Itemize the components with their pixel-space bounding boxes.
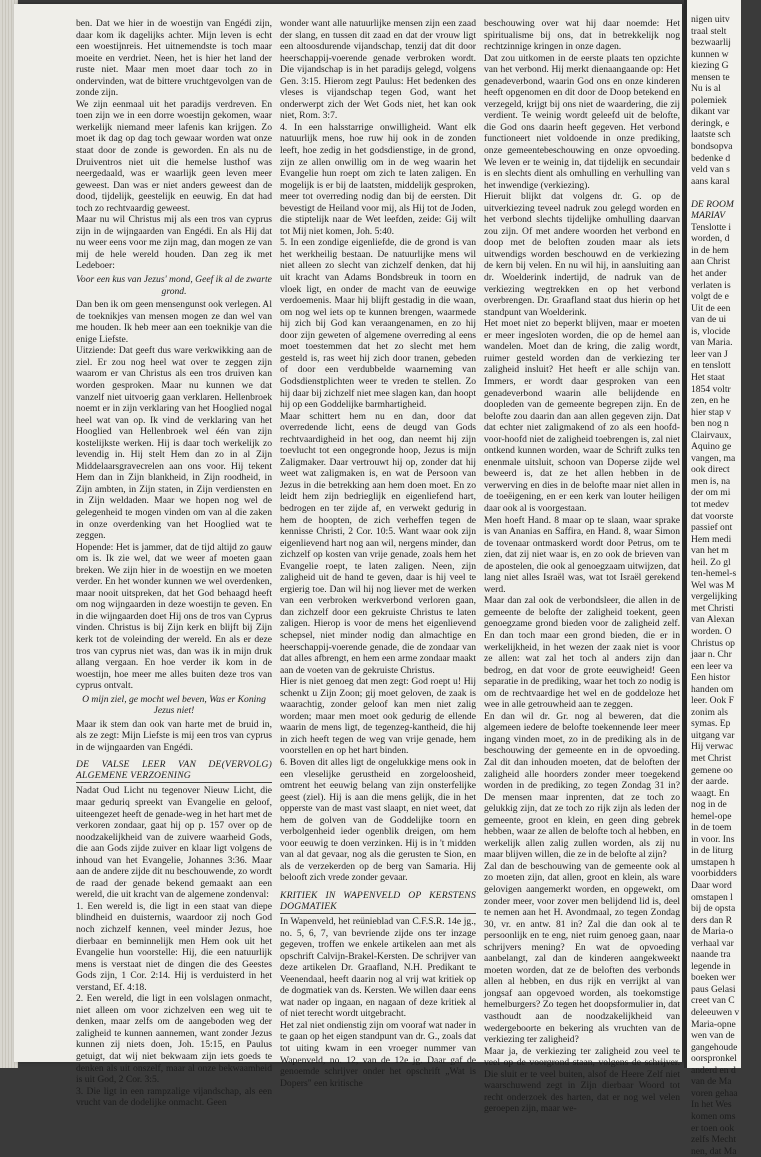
adjacent-page-line: traal stelt <box>691 25 727 37</box>
adjacent-page-line: DE ROOM <box>691 198 734 210</box>
adjacent-page-line: van Maria. <box>691 337 733 349</box>
section-heading-text: KRITIEK IN WAPENVELD OP KERSTENS DOGMATIEK <box>280 890 476 913</box>
adjacent-page-line: ben nog n <box>691 418 729 430</box>
continued-marker: (VERVOLG) <box>221 759 272 771</box>
adjacent-page-line: nigen uitv <box>691 14 730 25</box>
heading-rule <box>76 782 272 783</box>
adjacent-page-line <box>691 187 761 199</box>
adjacent-page-line: anderd en d <box>691 1064 736 1076</box>
paragraph: Uitziende: Dat geeft dus ware verkwikking aan de ziel. Er zou nog heel wat over te zeggen zijn waarom er van Christus als een tros druiven kan worden gesproken. Maar nu kunnen we dat vanzelf niet uitvoerig gaan verklaren. Hellenbroek noemt er in zijn verklaring van het Hooglied nogal heel wat van op. Ik vind de verklaring van het Hooglied van Hellenbroek wel één van zijn kostelijkste werken. Hij is daar toch werkelijk zo levendig in. Hij stelt Hem dan zo in al Zijn Middelaarsgravecrelen aan ons voor. Hij tekent Hem dan in Zijn blankheid, in Zijn roodheid, in Zijn ambten, in Zijn staten, in Zijn verdiensten en in Zijn weldaden. Maar we hopen nog wel de gelegenheid te mogen vinden om van al die zaken in onze overdenking van het Hooglied wat te zeggen. <box>76 345 272 542</box>
adjacent-page-line: tot medev <box>691 498 730 510</box>
adjacent-page-line: waagt. En <box>691 787 730 799</box>
adjacent-page-fragment <box>684 0 741 1157</box>
paragraph: 5. In een zondige eigenliefde, die de grond is van het werkheilig bestaan. De natuurlijke mens wil niet alleen zo slecht van zichzelf denken, dat hij uit kracht van Adams Bondsbreuk in toorn en vloek ligt, en onder de macht van de eeuwige verdoemenis. Maar hij blijft gestadig in die waan, om nog wel iets op te kunnen brengen, waarmede hij zich bij God kan veraangenamen, en zo hij door zijn geweten of algemene overreding al eens moet toestemmen dat het zo slecht met hem gesteld is, ras weet hij zich door tranen, gebeden of door een verdubbelde waarneming van Godsdienstplichten weer te vreden te stellen. Zo hij daar bij zichzelf niet mee slagen kan, dan hoopt hij op een Goddelijke barmhartigheid. <box>280 237 476 411</box>
adjacent-page-line: handen om <box>691 683 734 695</box>
paragraph: Maar ja, de verkiezing ter zaligheid zou veel te veel op de voorgrond staan, volgens de schrijver. Die sluit er te veel buiten, alsof de Heere Zelf niet waarschuwend zegt in Zijn dierbaar Woord tot recht onderzoek des harten, dat er nog wel velen geroepen zijn, maar we- <box>484 1045 680 1115</box>
adjacent-page-line: umstapen h <box>691 856 735 868</box>
adjacent-page-line: boeken wer <box>691 972 736 984</box>
adjacent-page-line: Hij verwac <box>691 741 734 753</box>
adjacent-page-line: men is, na <box>691 475 731 487</box>
adjacent-page-line: Het staat <box>691 371 725 383</box>
adjacent-page-line: Aquino ge <box>691 441 732 453</box>
verse-quote: Voor een kus van Jezus' mond, Geef ik al de zwarte grond. <box>76 274 272 297</box>
adjacent-page-line: vergelijking <box>691 591 738 603</box>
adjacent-page-line: paus Gelasi <box>691 983 736 995</box>
adjacent-page-line: verhaal var <box>691 937 734 949</box>
adjacent-page-line: gemene oo <box>691 764 733 776</box>
adjacent-page-line: verlaten is <box>691 279 731 291</box>
paragraph: Hieruit blijkt dat volgens dr. G. op de uitverkiezing teveel nadruk zou gelegd worden en het verbond slechts tijdelijke omhulling daarvan zou zijn. Of met andere woorden het verbond en doop met de beloften zouden maar als iets uitwendigs worden beschouwd en de verkiezing de kern bij velen. En nu wil hij, in aansluiting aan dr. Woelderink indertijd, de nadruk van de verkiezing wegtrekken en op het verbond overbrengen. Dr. Graafland staat dus hierin op het standpunt van Woelderink. <box>484 191 680 318</box>
paragraph: beschouwing over wat hij daar noemde: Het spiritualisme bij ons, dat in betrekkelijk nog rechtzinnige kringen in onze dagen. <box>484 18 680 53</box>
adjacent-page-line: de Maria-o <box>691 926 734 938</box>
adjacent-page-line: kiezing G <box>691 60 729 72</box>
adjacent-page-line: zelfs Mecht <box>691 1134 737 1146</box>
adjacent-page-line: oorspronkel <box>691 1053 737 1065</box>
paragraph: Dat zou uitkomen in de eerste plaats ten opzichte van het verbond. Hij merkt dienaangaande op: Het genadeverbond, waarin God ons en onze kinderen heeft opgenomen en dit door de Doop betekend en verzegeld, krijgt bij ons niet de waardering, die zij verdient. Te weinig wordt geleefd uit de belofte, die God ons daarin heeft gegeven. Het verbond functioneert niet voldoende in onze prediking, onze gemeentebeschouwing en onze opvoeding. We leven er te weinig in, dat tijdelijk en secundair is en slechts dient als omhulling en verhulling van het inwendige (verkiezing). <box>484 52 680 191</box>
adjacent-page-line: gangehoude <box>691 1041 738 1053</box>
adjacent-page-line: dikant var <box>691 106 730 118</box>
adjacent-page-line: creet van C <box>691 995 735 1007</box>
paragraph: In Wapenveld, het reünieblad van C.F.S.R. 14e jg., no. 5, 6, 7, van bevriende zijde ons ter inzage gegeven, troffen we enkele artikelen aan met als opschrift Calvijn-Brakel-Kersten. De schrijver van deze artikelen Dr. Graafland, N.H. Predikant te Veenendaal, heeft daarin nog al vrij wat kritiek op de dogmatiek van ds. Kersten. We willen daar eens wat nader op ingaan, en nagaan of deze kritiek al of niet terecht wordt uitgebracht. <box>280 916 476 1020</box>
adjacent-page-line: polemiek <box>691 94 727 106</box>
adjacent-page-line: mensen te <box>691 71 730 83</box>
adjacent-page-line: Wel was M <box>691 579 735 591</box>
paragraph: Men hoeft Hand. 8 maar op te slaan, waar sprake is van Ananias en Saffira, en Hand. 8, waar Simon de tovenaar ontmaskerd wordt door Petrus, om te zien, dat zij niet waar is, en zo ook de brieven van de apostelen, die ook al genoegzaam uitwijzen, dat lang niet alles Israël was, wat tot Israël gerekend werd. <box>484 514 680 595</box>
adjacent-page-line: in de liturg <box>691 845 733 857</box>
adjacent-page-line: Christus op <box>691 637 735 649</box>
adjacent-page-line: van Alexan <box>691 614 735 626</box>
adjacent-page-line: bezwaarlij <box>691 37 731 49</box>
adjacent-page-line: in voor. Ins <box>691 833 735 845</box>
paragraph: ben. Dat we hier in de woestijn van Engédi zijn, daar kom ik dagelijks achter. Mijn leven is echt een woestijnreis. Het uitnemendste is toch maar moeite en verdriet. Neen, het is hier het land der ruste niet. Maar men moet daar toch zo in ondervinden, wat de bittere vruchtgevolgen van de zonde zijn. <box>76 18 272 99</box>
adjacent-page-line: worden. O <box>691 625 732 637</box>
paragraph: Het zal niet ondienstig zijn om vooraf wat nader in te gaan op het eigen standpunt van dr. G., zoals dat tot uiting kwam in een vroeger nummer van Wapenveld, no. 12, van de 12e jg. Daar gaf de genoemde schrijver onder het opschrift „Wat is Dopers" een kritische <box>280 1019 476 1089</box>
adjacent-page-line: in de toem <box>691 822 732 834</box>
adjacent-page-line: van het m <box>691 545 729 557</box>
paragraph: Hopende: Het is jammer, dat de tijd altijd zo gauw om is. Ik zie wel, dat we weer af moeten gaan breken. We zijn hier in de woestijn en we moeten verder. En het wonder kunnen we wel overdenken, maar nooit uitspreken, dat het God behaagd heeft om nog wijngaarden in deze woestijn te geven. En in die wijngaarden doet Hij ons de tros van Cyprus vinden. Christus is bij Zijn kerk en blijft bij Zijn kerk tot de voleinding der wereld. En als er deze tros van cyprus niet was, dan was ik in mijn druk allang vergaan. En hoe verder ik kom in de woestijn, hoe meer me alles buiten deze tros van cyprus ontvalt. <box>76 541 272 692</box>
adjacent-page-line: deringk, e <box>691 117 730 129</box>
text-column-1 <box>76 18 272 1109</box>
paragraph: Het moet niet zo beperkt blijven, maar er moeten er meer ingesloten worden, die op de hemel aan wandelen. Moet dan de kring, die zalig wordt, ruimer gesteld worden dan de verkiezing ter zaligheid insluit? Het heeft er alle schijn van. Immers, er wordt daar gesproken van een genadeverbond waarin alle belijdende en doopleden van de gemeente begrepen zijn. En de belofte zou daarin dan aan allen gegeven zijn. Dat dat echter niet zaligmakend of zo als een hoofd-voor-hoofd niet de zaligheid toebrengen is, zal niet ontkend kunnen worden, waar de Schrift zulks ten enenmale uitsluit, schoon van Doperse zijde wel beweerd is, dat ze het allen hebben in de verwerving en dies in de belofte maar niet allen in de toeëigening, en er een kerk van louter heiligen daar ook al is voorgestaan. <box>484 318 680 514</box>
adjacent-page-line: MARIAV <box>691 210 726 222</box>
adjacent-page-column <box>691 14 761 1157</box>
adjacent-page-line: deleeuwen v <box>691 1007 740 1019</box>
adjacent-page-line: Clairvaux, <box>691 429 732 441</box>
adjacent-page-line: ders dan R <box>691 914 733 926</box>
adjacent-page-line: volgt de e <box>691 291 729 303</box>
adjacent-page-line: met Christ <box>691 753 732 764</box>
adjacent-page-line: een leer va <box>691 660 733 672</box>
adjacent-page-line: passief ont <box>691 522 733 534</box>
adjacent-page-line: het ander <box>691 268 727 280</box>
adjacent-page-line: in de hem <box>691 244 729 256</box>
adjacent-page-line: Maria-opne <box>691 1018 736 1030</box>
adjacent-page-line: zonim als <box>691 706 729 718</box>
section-heading <box>280 890 476 912</box>
paragraph: Hier is niet genoeg dat men zegt: God roept u! Hij schenkt u Zijn Zoon; gij moet geloven, de zaak is waarachtig, zonder geloof kan men niet zalig worden; maar men moet ook gedurig de ellende waarin de mens ligt, de tegenzeg-kantheid, die hij in zich heeft tegen de weg van vrije genade, hem voorstellen en op het hart binden. <box>280 676 476 757</box>
adjacent-page-line: met Christi <box>691 602 734 614</box>
adjacent-page-line: naande tra <box>691 949 731 961</box>
adjacent-page-line: van de ui <box>691 314 727 326</box>
adjacent-page-line: veld van s <box>691 164 730 176</box>
adjacent-page-line: laatste sch <box>691 129 731 141</box>
adjacent-page-line: In het Wes <box>691 1099 732 1111</box>
adjacent-page-line: voren gehaa <box>691 1087 738 1099</box>
adjacent-page-line: Tenslotte i <box>691 221 732 233</box>
adjacent-page-line: aans karal <box>691 175 730 187</box>
adjacent-page-line: komen oms <box>691 1110 736 1122</box>
adjacent-page-line: 1854 voltr <box>691 383 731 395</box>
adjacent-page-line: uitgang var <box>691 729 735 741</box>
paragraph: 6. Boven dit alles ligt de ongelukkige mens ook in een vleselijke gerustheid en zorgeloosheid, omtrent het eeuwig belang van zijn onsterfelijke geest (ziel). Hij is aan die mens gelijk, die in het opperste van de mast vast slaapt, en niet weet, dat hem de golven van de Goddelijke toorn en verbolgenheid ieder ogenblik dreigen, om hem voor eeuwig te doen verzinken. Hij is in 't midden van al dat gevaar, nog als die gerusten te Sion, en als de verzekerden op de berg van Samaria. Hij belooft zich vrede zonder gevaar. <box>280 757 476 884</box>
adjacent-page-line: aan Christ <box>691 256 731 268</box>
adjacent-page-line: wen van de <box>691 1030 735 1042</box>
adjacent-page-line: symas. Ep <box>691 718 731 730</box>
paragraph: 3. Die ligt in een rampzalige vijandschap, als een vrucht van de dodelijke onmacht. Geen <box>76 1085 272 1109</box>
adjacent-page-line: bondsopva <box>691 141 733 153</box>
adjacent-page-line: bedenke d <box>691 152 731 164</box>
text-column-3 <box>484 18 680 1115</box>
adjacent-page-line: bij de opsta <box>691 903 736 915</box>
adjacent-page-line: heil. Zo gl <box>691 556 731 568</box>
paragraph: Dan ben ik om geen mensengunst ook verlegen. Al de toeknikjes van mensen mogen ze dan wel van me houden. Ik heb meer aan een toeknikje van die enige Liefste. <box>76 299 272 345</box>
verse-quote: O mijn ziel, ge mocht wel beven, Was er Koning Jezus niet! <box>82 693 266 717</box>
paragraph: Zal dan de beschouwing van de gemeente ook al zo moeten zijn, dat allen, groot en klein, als ware gelovigen aangemerkt worden, en opgewekt, om zonder meer, voor zover men belijdend lid is, deel te nemen aan het H. Avondmaal, zo tegen Zondag 30, vr. en antw. 81 in? Zal die dan ook al te persoonlijk en te eng, niet ruim genoeg gaan, naar schrijvers mening? En wat de opvoeding aanbelangt, zal dan de kinderen aangekweekt moeten worden, dat ze de beloften des verbonds allen al hebben, en dus rijk en verrijkt al van jongsaf aan opgevoed worden, als toekomstige hemelburgers? Zo tegen het doopsformulier in, dat vasthoudt aan de noodzakelijkheid van wedergeboorte en bekering als vruchten van de verkiezing ter zaligheid? <box>484 860 680 1046</box>
text-column-2 <box>280 18 476 1089</box>
adjacent-page-line: omstapen l <box>691 891 733 903</box>
paragraph: We zijn eenmaal uit het paradijs verdreven. En toen zijn we in een dorre woestijn gekomen, waar werkelijk niemand meer lafenis kan krijgen. Zo moet ik dag op dag toch gewaar worden wat onze staat door de zonde is geworden. En als nu de Druiventros niet uit die hemelse lusthof was neergedaald, was er waarlijk geen leven meer geweest. Dan was er niet anders geweest dan de dood, tijdelijk, geestelijk en eeuwig. En dat had toch zo rechtvaardig geweest. <box>76 98 272 214</box>
section-heading <box>76 759 272 781</box>
paragraph: Maar dan zal ook de verbondsleer, die allen in de gemeente de belofte der zaligheid toekent, geen genoegzame grond bieden voor de zaligheid zelf. En dan toch maar een grond bieden, die er in werkelijkheid, in het wezen der zaak niet is voor ze allen: wat zal het toch al anders zijn dan bedrog, en dat voor de grote eeuwigheid! Geen separatie in de prediking, waar het toch zo nodig is om de rechtvaardige het wel en de goddeloze het wee in alle getrouwheid aan te zeggen. <box>484 595 680 711</box>
adjacent-page-line: Nu is al <box>691 83 721 95</box>
adjacent-page-line: worden, d <box>691 233 730 245</box>
paragraph: Maar schittert hem nu en dan, door dat overredende licht, eens de deugd van Gods rechtvaardigheid in het oog, dan neemt hij zijn toevlucht tot een ongegronde hoop, Jezus is mijn Zaligmaker. Daar vertrouwt hij op, zonder dat hij weet wat zaligmaken is, en wat de Persoon van Jezus in die betrekking aan hem doen moet. En zo leidt hem zijn bedrieglijk en eigenliefend hart, bedrogen en ter zijde af, en verwekt gedurig in hem de hoopten, de zich verheffen tegen de kennisse Christi, 2 Cor. 10:5. Want waar ook zijn eigenlievend hart nog aan wil, nergens minder, dan zichzelf op kosten van vrije genade, zoals hem het Evangelie roept, te laten zaligen. Neen, zijn zaligheid uit de hand te geven, daar is hij veel te ergierig toe. Dan wil hij nog liever met de werken van een verbroken werkverbond verloren gaan, dan zichzelf door een gekruiste Christus te laten zaligen. Hierop is voor de mens het eigenlievend schepsel, niet minder nodig dan almachtige en heerschappij-voerende genade, die de zondaar van dat alles afbrengt, en hem een arme zondaar maakt aan de voeten van de gekruiste Christus. <box>280 410 476 676</box>
adjacent-page-line: leer. Ook F <box>691 695 734 707</box>
adjacent-page-line: Uit de een <box>691 302 731 314</box>
paragraph: 1. Een wereld is, die ligt in een staat van diepe blindheid en duisternis, waardoor zij noch God noch zichzelf kennen, veel minder Jezus, hoe dierbaar en beminnelijk men Hem ook uit het Evangelie hun voorstelle: Hij, die een natuurlijk mens is verstaat niet de dingen die des Geestes Gods zijn, 1 Cor. 2:14. Hij is verduisterd in het verstand, Ef. 4:18. <box>76 900 272 993</box>
paragraph: Maar nu wil Christus mij als een tros van cyprus zijn in de wijngaarden van Engédi. En als Hij dat nu weer eens voor me zijn mag, dan mogen ze van mij de hele wereld houden. Dan zeg ik met Ledeboer: <box>76 214 272 272</box>
adjacent-page-line: nog in de <box>691 799 727 811</box>
adjacent-page-line: der om mi <box>691 487 731 499</box>
adjacent-page-line: ten-hemel-s <box>691 568 737 580</box>
adjacent-page-line: vangen, ma <box>691 452 736 464</box>
adjacent-page-line: er toen ook <box>691 1122 735 1134</box>
paragraph: Maar ik stem dan ook van harte met de bruid in, als ze zegt: Mijn Liefste is mij een tros van cyprus in de wijngaarden van Engédi. <box>76 718 272 753</box>
document-page <box>14 4 682 1115</box>
paragraph: En dan wil dr. Gr. nog al beweren, dat die algemeen iedere de belofte toekennende leer meer ingang vinden moet, zo in de prediking als in de beschouwing der gemeente en in de opvoeding. Zal dit dan inhouden moeten, dat de beloften der zaligheid alle hoorders zonder meer toegekend worden in de prediking, zo tegen Zondag 31 in? De mensen maar inprenten, dat ze toch zo gelukkig zijn, dat ze toch zo rijk zijn als leden der gemeente, groot en klein, en geen ding gebrek hebben, waar ze allen de belofte toch al hebben, en werkelijk allen zalig zullen worden, als zij nu maar blijven willen, die ze in de belofte al zijn? <box>484 710 680 861</box>
paragraph: Nadat Oud Licht nu tegenover Nieuw Licht, die maar geduriq spreekt van Evangelie en geloof, uiteengezet heeft de genade-weg in het hart met de verkoren zondaar, gaat hij op p. 157 over op de noodzakelijkheid van de zuivere waarheid Gods, die aan Gods zijde zuiver en klaar ligt volgens de inhoud van het Evangelie, Johannes 3:36. Maar aan de andere zijde dit nu beschouwende, zo wordt de raad der genade bekend gemaakt aan een wereld, die uit kracht van de algemene zondenval: <box>76 785 272 901</box>
adjacent-page-line: zen, en he <box>691 395 730 407</box>
adjacent-page-line: voorbidders <box>691 868 737 880</box>
paragraph: wonder want alle natuurlijke mensen zijn een zaad der slang, en tussen dit zaad en dat der vrouw ligt een altoosdurende vijandschap, tenzij dat dit door heerschappij-voerende genade verbroken wordt. Die vijandschap is in het paradijs gelegd, volgens Gen. 3:15. Hierom zegt Paulus: Het bedenken des vleses is vijandschap tegen God, want het onderwerpt zich der Wet Gods niet, het kan ook niet, Rom. 3:7. <box>280 18 476 122</box>
adjacent-page-line: legende in <box>691 960 731 972</box>
adjacent-page-line: dat voorste <box>691 510 734 522</box>
heading-rule <box>280 913 476 914</box>
paragraph: 2. Een wereld, die ligt in een volslagen onmacht, niet alleen om voor zichzelven een weg uit te denken, maar zelfs om de aangeboden weg der zaligheid te kunnen aannemen, want zonder Jezus kunnen zij niets doen, Joh. 15:15, en Paulus getuigt, dat wij niet bekwaam zijn iets goeds te denken als uit onszelf, maar al onze bekwaamheid is uit God, 2 Cor. 3:5. <box>76 993 272 1086</box>
adjacent-page-line: is, vlocide <box>691 325 731 337</box>
adjacent-page-line: kunnen w <box>691 48 729 60</box>
section-heading-text: DE VALSE LEER VAN DE ALGEMENE VERZOENING <box>76 759 222 782</box>
adjacent-page-line: Een histor <box>691 672 731 684</box>
adjacent-page-line: ook direct <box>691 464 730 476</box>
adjacent-page-line: van de Ma <box>691 1076 732 1088</box>
adjacent-page-line: Hem medi <box>691 533 732 545</box>
adjacent-page-line: nen, dat Ma <box>691 1145 737 1157</box>
adjacent-page-line: der aarde. <box>691 776 729 788</box>
adjacent-page-line: en tenslott <box>691 360 731 372</box>
adjacent-page-line: jaar n. Chr <box>691 649 732 661</box>
adjacent-page-line: hemel-ope <box>691 810 732 822</box>
adjacent-page-line: Daar word <box>691 880 732 892</box>
adjacent-page-line: hier stap v <box>691 406 731 418</box>
paragraph: 4. In een halsstarrige onwilligheid. Want elk natuurlijk mens, hoe ruw hij ook in de zonden leeft, hoe zedig in het godsdienstige, in de grond, zijn ze allen onwillig om in de weg waarin het Evangelie hun roept om zich te laten zaligen. En mogelijk is er bij de laatsten, middelijk gesproken, meer tot overreding nodig dan bij de eersten. Dit bevestigt de Heiland voor mij, als Hij tot de Joden, die stiptelijk naar de Wet leefden, zeide: Gij wilt tot Mij niet komen, Joh. 5:40. <box>280 121 476 237</box>
adjacent-page-line: leer van J <box>691 348 728 360</box>
